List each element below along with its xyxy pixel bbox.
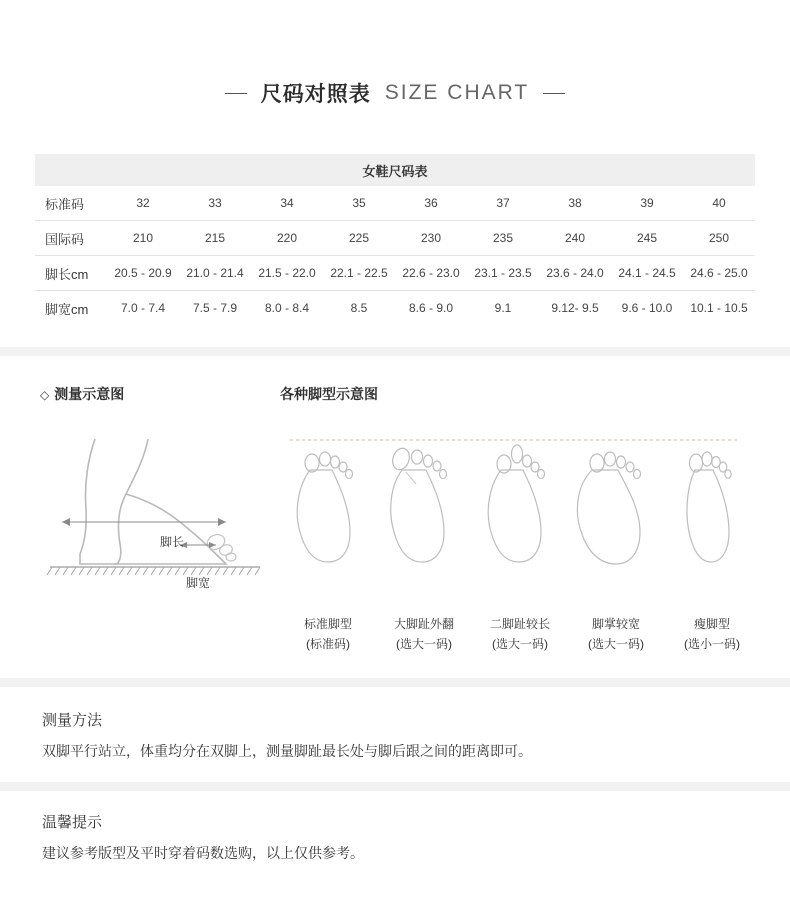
table-cell: 33	[179, 186, 251, 221]
table-cell: 40	[683, 186, 755, 221]
table-cell: 9.6 - 10.0	[621, 301, 673, 315]
table-cell: 21.0 - 21.4	[179, 256, 251, 291]
section-divider	[0, 678, 790, 687]
table-cell: 215	[179, 221, 251, 256]
foot-type-advice: (标准码)	[306, 637, 350, 651]
size-table-wrap	[35, 154, 755, 325]
foot-type-item	[568, 614, 664, 654]
foot-type-advice: (选大一码)	[588, 637, 644, 651]
table-cell: 23.6 - 24.0	[539, 256, 611, 291]
table-caption: 女鞋尺码表	[35, 154, 755, 186]
table-cell: 8.5	[350, 301, 368, 315]
row-label: 国际码	[35, 221, 107, 256]
table-cell: 9.1	[494, 301, 512, 315]
table-cell: 32	[107, 186, 179, 221]
foot-width-label: 脚宽	[186, 576, 211, 590]
foot-type-name: 脚掌较宽	[591, 617, 640, 631]
row-label: 脚长cm	[35, 256, 107, 291]
table-cell: 35	[323, 186, 395, 221]
foot-type-advice: (选大一码)	[492, 637, 548, 651]
table-cell: 240	[539, 221, 611, 256]
table-cell: 220	[251, 221, 323, 256]
title-dash-right	[543, 93, 565, 94]
method-body: 双脚平行站立，体重均分在双脚上，测量脚趾最长处与脚后跟之间的距离即可。	[42, 743, 532, 759]
row-label: 标准码	[35, 186, 107, 221]
table-cell: 245	[611, 221, 683, 256]
table-cell: 7.0 - 7.4	[120, 301, 166, 315]
title-dash-left	[225, 93, 247, 94]
table-cell: 22.1 - 22.5	[323, 256, 395, 291]
foot-type-name: 大脚趾外翻	[393, 617, 454, 631]
table-cell: 250	[683, 221, 755, 256]
table-cell: 24.1 - 24.5	[611, 256, 683, 291]
section-divider	[0, 347, 790, 356]
foot-type-name: 瘦脚型	[693, 617, 730, 631]
table-cell: 34	[251, 186, 323, 221]
table-cell: 235	[467, 221, 539, 256]
diamond-icon: ◇	[40, 388, 50, 402]
title-chinese: 尺码对照表	[260, 83, 371, 106]
title-english: SIZE CHART	[384, 81, 530, 104]
table-cell: 36	[395, 186, 467, 221]
table-cell: 225	[323, 221, 395, 256]
table-row	[35, 256, 755, 291]
foot-type-name: 二脚趾较长	[489, 617, 550, 631]
foot-type-item	[472, 614, 568, 654]
foot-type-advice: (选大一码)	[396, 637, 452, 651]
table-cell: 23.1 - 23.5	[467, 256, 539, 291]
foot-type-item	[280, 614, 376, 654]
section-divider	[0, 782, 790, 791]
foot-types-heading: 各种脚型示意图	[280, 386, 378, 402]
foot-type-advice: (选小一码)	[684, 637, 740, 651]
table-cell: 24.6 - 25.0	[683, 256, 755, 291]
table-cell: 37	[467, 186, 539, 221]
table-cell: 39	[611, 186, 683, 221]
foot-type-item	[376, 614, 472, 654]
measure-diagram-heading	[40, 384, 270, 404]
page-title	[0, 0, 790, 108]
foot-types-col	[270, 384, 760, 654]
table-caption-row	[35, 154, 755, 186]
measure-diagram-heading-text: 测量示意图	[54, 386, 125, 402]
foot-type-captions	[280, 614, 760, 654]
row-label: 脚宽cm	[45, 301, 89, 317]
method-title: 测量方法	[42, 712, 103, 729]
foot-length-label: 脚长	[160, 535, 185, 549]
method-block	[0, 687, 790, 762]
table-cell: 10.1 - 10.5	[690, 301, 748, 315]
table-row	[35, 291, 755, 326]
size-table	[35, 154, 755, 325]
table-cell: 21.5 - 22.0	[251, 256, 323, 291]
table-row	[35, 186, 755, 221]
table-cell: 9.12- 9.5	[551, 301, 599, 315]
diagram-section	[0, 356, 790, 654]
table-cell: 8.6 - 9.0	[408, 301, 454, 315]
foot-types-illustration	[280, 428, 750, 603]
table-cell: 7.5 - 7.9	[192, 301, 238, 315]
foot-type-name: 标准脚型	[303, 617, 352, 631]
table-cell: 210	[107, 221, 179, 256]
table-cell: 8.0 - 8.4	[264, 301, 310, 315]
table-cell: 38	[539, 186, 611, 221]
table-cell: 20.5 - 20.9	[107, 256, 179, 291]
table-cell: 22.6 - 23.0	[395, 256, 467, 291]
tips-block	[0, 791, 790, 864]
table-cell: 230	[395, 221, 467, 256]
foot-type-item	[664, 614, 760, 654]
measure-diagram-col	[40, 384, 270, 654]
table-row	[35, 221, 755, 256]
tips-title: 温馨提示	[42, 814, 103, 831]
tips-body: 建议参考版型及平时穿着码数选购，以上仅供参考。	[42, 845, 364, 861]
